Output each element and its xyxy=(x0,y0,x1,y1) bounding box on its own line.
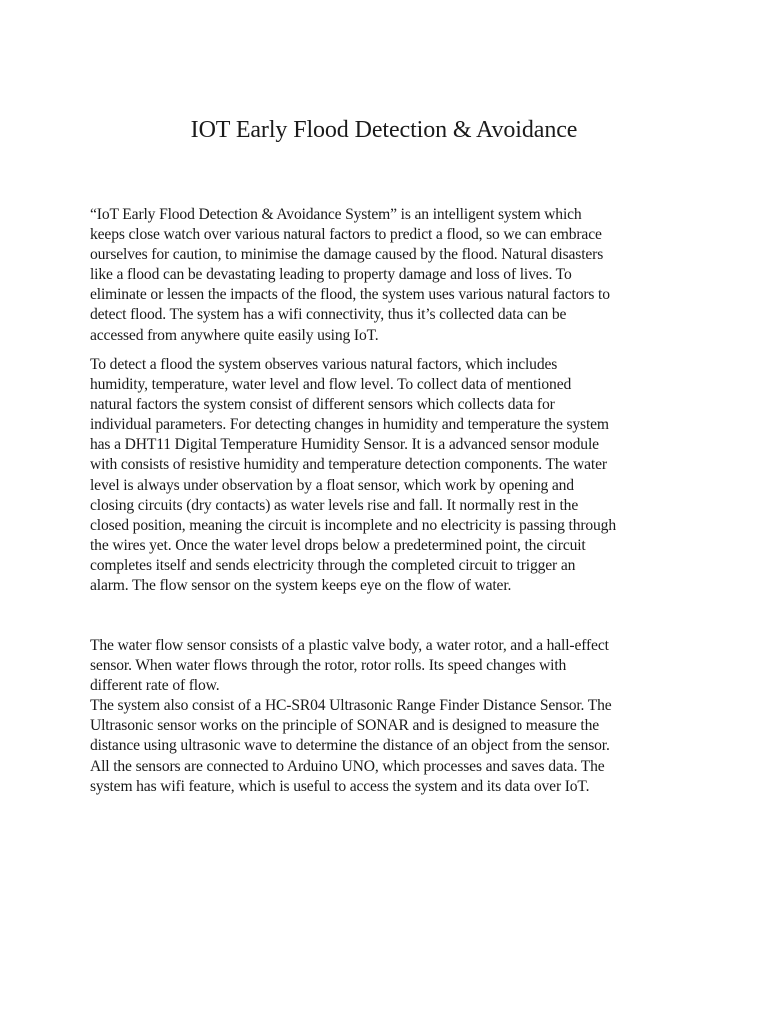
text-line: completes itself and sends electricity through the completed circuit to trigger an xyxy=(90,556,576,574)
text-line: detect flood. The system has a wifi connectivity, thus it’s collected data can be xyxy=(90,306,567,324)
text-line: different rate of flow. xyxy=(90,677,220,695)
text-line: Ultrasonic sensor works on the principle of SONAR and is designed to measure the xyxy=(90,717,599,735)
text-line: sensor. When water flows through the rotor, rotor rolls. Its speed changes with xyxy=(90,657,567,675)
text-line: ourselves for caution, to minimise the damage caused by the flood. Natural disasters xyxy=(90,246,604,264)
text-line: individual parameters. For detecting changes in humidity and temperature the system xyxy=(90,416,609,434)
text-line: with consists of resistive humidity and temperature detection components. The water xyxy=(90,456,607,474)
paragraph-sensors xyxy=(90,355,690,596)
text-line: distance using ultrasonic wave to determine the distance of an object from the sensor. xyxy=(90,737,610,755)
text-line: accessed from anywhere quite easily using IoT. xyxy=(90,326,379,344)
document-title: IOT Early Flood Detection & Avoidance xyxy=(190,117,578,143)
text-line: All the sensors are connected to Arduino UNO, which processes and saves data. The xyxy=(90,757,605,775)
text-line: keeps close watch over various natural factors to predict a flood, so we can embrace xyxy=(90,226,602,244)
paragraph-flow-and-ultrasonic xyxy=(90,636,690,797)
text-line: system has wifi feature, which is useful to access the system and its data over IoT. xyxy=(90,777,590,795)
text-line: eliminate or lessen the impacts of the flood, the system uses various natural factors to xyxy=(90,286,610,304)
text-line: humidity, temperature, water level and flow level. To collect data of mentioned xyxy=(90,376,572,394)
text-line: level is always under observation by a float sensor, which work by opening and xyxy=(90,476,574,494)
text-line: alarm. The flow sensor on the system keeps eye on the flow of water. xyxy=(90,577,512,595)
text-line: has a DHT11 Digital Temperature Humidity Sensor. It is a advanced sensor module xyxy=(90,436,599,454)
text-line: The water flow sensor consists of a plastic valve body, a water rotor, and a hall-effect xyxy=(90,637,609,654)
text-line: closed position, meaning the circuit is incomplete and no electricity is passing through xyxy=(90,516,616,534)
text-line: natural factors the system consist of different sensors which collects data for xyxy=(90,396,555,414)
text-line: To detect a flood the system observes various natural factors, which includes xyxy=(90,356,558,373)
text-line: the wires yet. Once the water level drops below a predetermined point, the circuit xyxy=(90,536,586,554)
text-line: “IoT Early Flood Detection & Avoidance System” is an intelligent system which xyxy=(90,206,582,223)
text-line: like a flood can be devastating leading to property damage and loss of lives. To xyxy=(90,266,572,284)
paragraph-introduction xyxy=(90,205,690,346)
text-line: The system also consist of a HC-SR04 Ultrasonic Range Finder Distance Sensor. The xyxy=(90,697,612,715)
text-line: closing circuits (dry contacts) as water levels rise and fall. It normally rest in the xyxy=(90,496,579,514)
